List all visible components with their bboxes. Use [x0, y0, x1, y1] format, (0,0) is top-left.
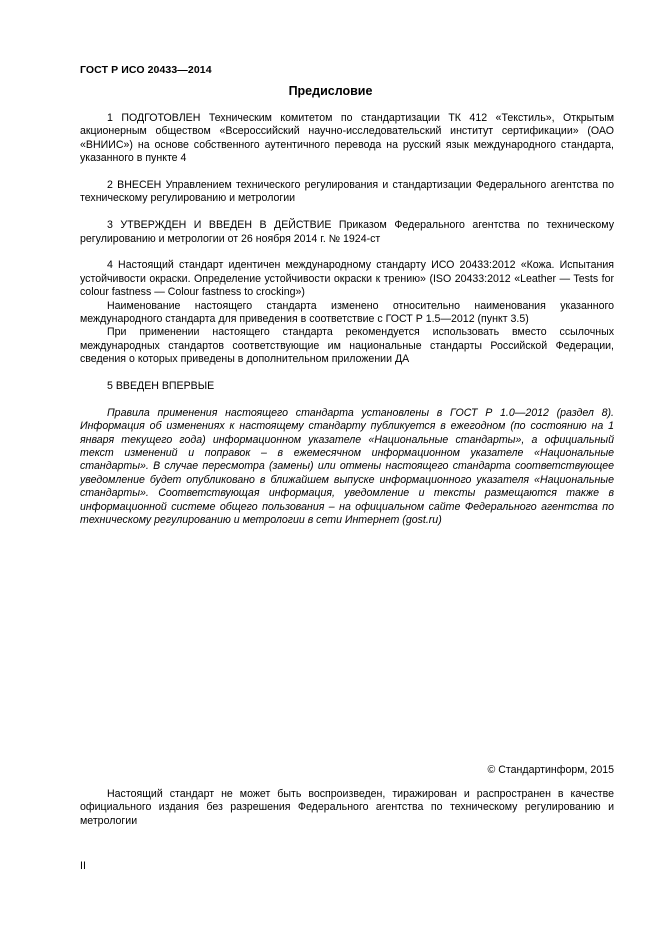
rules-note: Правила применения настоящего стандарта установлены в ГОСТ Р 1.0—2012 (раздел 8). Информация об изменениях к настоящему стандарту публикуется в ежегодном (по состоянию на 1 января текущего года) информационном указателе «Национальные стандарты», а официальный текст изменений и поправок – в ежемесячном информационном указателе «Национальные стандарты». В случае пересмотра (замены) или отмены настоящего стандарта соответствующее уведомление будет опубликовано в ближайшем выпуске информационного указателя «Национальные стандарты». Соответствующая информация, уведомление и тексты размещаются также в информационной системе общего пользования – на официальном сайте Федерального агентства по техническому регулированию и метрологии в сети Интернет (gost.ru)	[80, 406, 614, 527]
page-title: Предисловие	[288, 84, 373, 98]
section-4-identical: 4 Настоящий стандарт идентичен международному стандарту ИСО 20433:2012 «Кожа. Испытания устойчивости окраски. Определение устойчивости окраски к трению» (ISO 20433:2012 «Leather — Tests for colour fastness — Colour fastness to crocking»)	[80, 259, 614, 299]
section-3-approved: 3 УТВЕРЖДЕН И ВВЕДЕН В ДЕЙСТВИЕ Приказом Федерального агентства по техническому регулированию и метрологии от 26 ноября 2014 г. № 1924-ст	[80, 219, 614, 245]
page-number: II	[80, 860, 86, 872]
section-4-references: При применении настоящего стандарта рекомендуется использовать вместо ссылочных международных стандартов соответствующие им национальные стандарты Российской Федерации, сведения о которых приведены в дополнительном приложении ДА	[80, 326, 614, 366]
foreword-content	[80, 112, 614, 528]
copyright-line: © Стандартинформ, 2015	[487, 764, 614, 776]
section-5-first-introduced: 5 ВВЕДЕН ВПЕРВЫЕ	[107, 380, 215, 393]
section-2-introduced: 2 ВНЕСЕН Управлением технического регулирования и стандартизации Федерального агентства по техническому регулированию и метрологии	[80, 179, 614, 205]
reproduction-notice: Настоящий стандарт не может быть воспроизведен, тиражирован и распространен в качестве официального издания без разрешения Федерального агентства по техническому регулированию и метрологии	[80, 788, 614, 827]
standard-code-header: ГОСТ Р ИСО 20433—2014	[80, 64, 212, 76]
reproduction-notice-block	[80, 788, 614, 828]
section-4-name-change: Наименование настоящего стандарта изменено относительно наименования указанного международного стандарта для приведения в соответствие с ГОСТ Р 1.5—2012 (пункт 3.5)	[80, 299, 614, 326]
section-1-prepared: 1 ПОДГОТОВЛЕН Техническим комитетом по стандартизации ТК 412 «Текстиль», Открытым акционерным обществом «Всероссийский научно-исследовательский институт сертификации» (ОАО «ВНИИС») на основе собственного аутентичного перевода на русский язык международного стандарта, указанного в пункте 4	[80, 112, 614, 165]
